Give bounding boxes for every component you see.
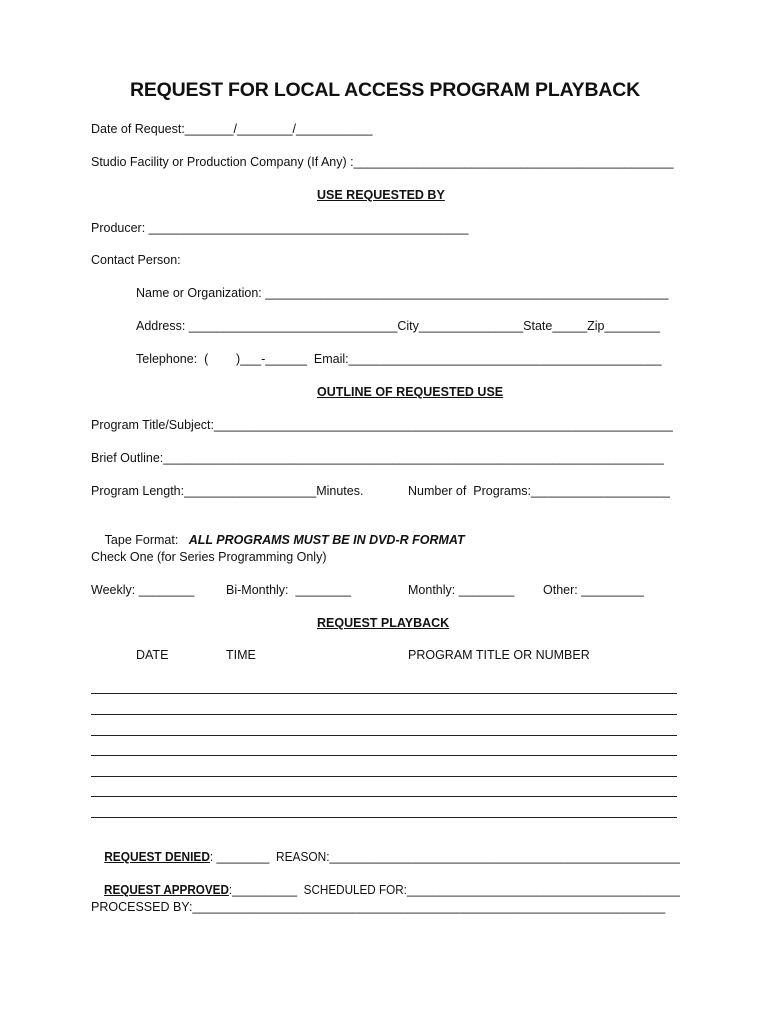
form-title: REQUEST FOR LOCAL ACCESS PROGRAM PLAYBACK bbox=[129, 79, 641, 101]
tape-format-label: Tape Format: bbox=[104, 533, 179, 547]
brief-outline-field[interactable]: Brief Outline:________________________________________________________________________ bbox=[91, 451, 664, 465]
program-length-field[interactable]: Program Length:___________________Minutes. bbox=[91, 484, 364, 498]
contact-person-label: Contact Person: bbox=[91, 253, 181, 267]
number-of-programs-field[interactable]: Number of Programs:____________________ bbox=[408, 484, 670, 498]
playback-entry-line[interactable] bbox=[91, 776, 677, 777]
bimonthly-option[interactable]: Bi-Monthly: ________ bbox=[226, 583, 352, 597]
playback-entry-line[interactable] bbox=[91, 755, 677, 756]
playback-entry-line[interactable] bbox=[91, 714, 677, 715]
tape-format-requirement: ALL PROGRAMS MUST BE IN DVD-R FORMAT bbox=[188, 533, 465, 547]
denied-reason-field[interactable]: : ________ REASON:_____________________________________________________ bbox=[209, 850, 680, 864]
monthly-option[interactable]: Monthly: ________ bbox=[408, 583, 515, 597]
producer-field[interactable]: Producer: ______________________________________________ bbox=[91, 221, 469, 235]
check-one-label: Check One (for Series Programming Only) bbox=[91, 550, 327, 564]
playback-entry-line[interactable] bbox=[91, 693, 677, 694]
scheduled-for-field[interactable]: :__________ SCHEDULED FOR:__________________________________________ bbox=[228, 883, 680, 897]
studio-facility-field[interactable]: Studio Facility or Production Company (If Any) :______________________________________________ bbox=[91, 155, 674, 169]
section-use-requested-by: USE REQUESTED BY bbox=[317, 188, 445, 202]
column-header-program-title: PROGRAM TITLE OR NUMBER bbox=[408, 648, 590, 662]
telephone-email-field[interactable]: Telephone: ( )___-______ Email:_____________________________________________ bbox=[136, 352, 662, 366]
processed-by-field[interactable]: PROCESSED BY:____________________________________________________________________ bbox=[91, 900, 666, 914]
name-organization-field[interactable]: Name or Organization: __________________________________________________________ bbox=[136, 286, 669, 300]
weekly-option[interactable]: Weekly: ________ bbox=[91, 583, 195, 597]
playback-entry-line[interactable] bbox=[91, 735, 677, 736]
section-request-playback: REQUEST PLAYBACK bbox=[317, 616, 450, 630]
program-title-field[interactable]: Program Title/Subject:__________________________________________________________________ bbox=[91, 418, 673, 432]
column-header-date: DATE bbox=[136, 648, 169, 662]
playback-entry-line[interactable] bbox=[91, 796, 677, 797]
request-approved-label: REQUEST APPROVED bbox=[104, 883, 229, 897]
column-header-time: TIME bbox=[226, 648, 256, 662]
section-outline-requested-use: OUTLINE OF REQUESTED USE bbox=[317, 385, 504, 399]
request-denied-label: REQUEST DENIED bbox=[104, 850, 210, 864]
other-option[interactable]: Other: _________ bbox=[543, 583, 644, 597]
playback-entry-line[interactable] bbox=[91, 817, 677, 818]
address-field[interactable]: Address: ______________________________City_______________State_____Zip________ bbox=[136, 319, 661, 333]
date-of-request-field[interactable]: Date of Request:_______/________/___________ bbox=[91, 122, 373, 136]
